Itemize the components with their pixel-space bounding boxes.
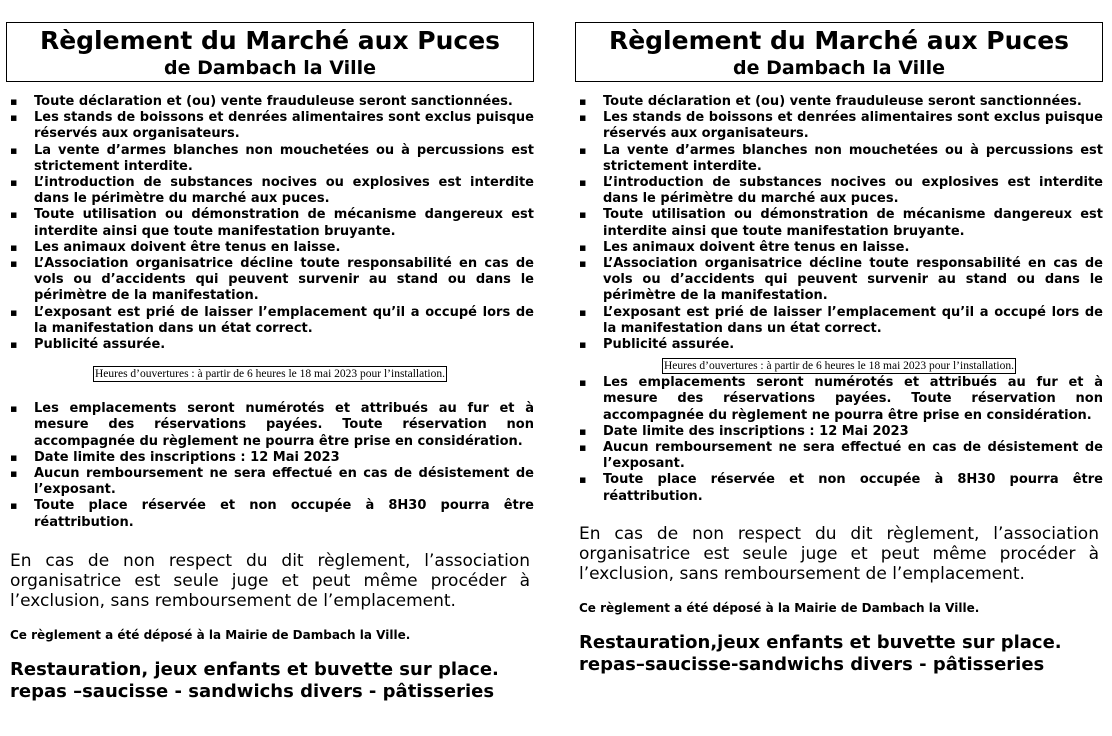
rule-item [10, 94, 534, 110]
rule-text: Toute utilisation ou démonstration de mécanisme dangereux est interdite ainsi que toute manifestation bruyante. [603, 207, 1103, 239]
rule-item [10, 498, 534, 530]
bullet-icon: ▪ [579, 111, 587, 125]
rule-text: Les emplacements seront numérotés et attribués au fur et à mesure des réservations payées. Toute réservation non accompagnée du règlement ne pourra être prise en considération. [34, 401, 534, 449]
bullet-icon: ▪ [10, 467, 18, 481]
warning-paragraph: En cas de non respect du dit règlement, l’association organisatrice est seule juge et peut même procéder à l’exclusion, sans remboursement de l’emplacement. [579, 523, 1099, 584]
rule-item [579, 337, 1103, 353]
rule-text: L’introduction de substances nocives ou explosives est interdite dans le périmètre du marché aux puces. [34, 175, 534, 207]
bullet-icon: ▪ [579, 441, 587, 455]
rule-text: L’exposant est prié de laisser l’emplacement qu’il a occupé lors de la manifestation dans un état correct. [34, 304, 534, 336]
rule-item [10, 110, 534, 142]
flyer-left [6, 22, 534, 703]
warning-paragraph: En cas de non respect du dit règlement, l’association organisatrice est seule juge et peut même procéder à l’exclusion, sans remboursement de l’emplacement. [10, 550, 530, 611]
bullet-icon: ▪ [579, 240, 587, 254]
rule-text: Toute place réservée et non occupée à 8H30 pourra être réattribution. [34, 498, 534, 530]
document-subtitle: de Dambach la Ville [732, 57, 946, 79]
rule-item [10, 240, 534, 256]
rule-item [10, 450, 534, 466]
rule-text: Date limite des inscriptions : 12 Mai 2023 [34, 449, 340, 465]
rule-item [579, 175, 1103, 207]
rule-item [579, 143, 1103, 175]
rule-item [10, 466, 534, 498]
rule-text: Aucun remboursement ne sera effectué en cas de désistement de l’exposant. [34, 466, 534, 498]
rule-item [10, 207, 534, 239]
bullet-icon: ▪ [10, 338, 18, 352]
bullet-icon: ▪ [10, 257, 18, 271]
bullet-icon: ▪ [10, 143, 18, 157]
rule-item [10, 256, 534, 305]
rule-text: Les animaux doivent être tenus en laisse. [603, 239, 910, 255]
footer-catering [6, 659, 534, 703]
rule-text: Toute déclaration et (ou) vente frauduleuse seront sanctionnées. [603, 94, 1082, 109]
footer-line-1: Restauration, jeux enfants et buvette sur place. [10, 658, 499, 680]
document-title: Règlement du Marché aux Puces [39, 26, 501, 55]
bullet-icon: ▪ [579, 338, 587, 352]
rule-text: L’introduction de substances nocives ou explosives est interdite dans le périmètre du marché aux puces. [603, 175, 1103, 207]
bullet-icon: ▪ [579, 208, 587, 222]
rule-item [10, 337, 534, 353]
bullet-icon: ▪ [579, 176, 587, 190]
rule-text: L’Association organisatrice décline toute responsabilité en cas de vols ou d’accidents qui peuvent survenir au stand ou dans le périmètre de la manifestation. [603, 256, 1103, 304]
rule-text: Les animaux doivent être tenus en laisse. [34, 239, 341, 255]
bullet-icon: ▪ [10, 240, 18, 254]
bullet-icon: ▪ [10, 402, 18, 416]
rule-item [579, 472, 1103, 504]
rule-item [579, 240, 1103, 256]
title-box [6, 22, 534, 82]
bullet-icon: ▪ [10, 95, 18, 108]
document-title: Règlement du Marché aux Puces [608, 26, 1070, 55]
bullet-icon: ▪ [10, 208, 18, 222]
bullet-icon: ▪ [579, 143, 587, 157]
rule-text: La vente d’armes blanches non mouchetées ou à percussions est strictement interdite. [603, 142, 1103, 174]
bullet-icon: ▪ [10, 111, 18, 125]
rule-item [579, 110, 1103, 142]
deposit-note: Ce règlement a été déposé à la Mairie de Dambach la Ville. [579, 600, 980, 615]
flyer-right [575, 22, 1103, 676]
rule-item [579, 305, 1103, 337]
footer-line-2: repas–saucisse-sandwichs divers - pâtisseries [579, 653, 1045, 675]
rule-text: Date limite des inscriptions : 12 Mai 2023 [603, 423, 909, 439]
rule-text: La vente d’armes blanches non mouchetées ou à percussions est strictement interdite. [34, 142, 534, 174]
rule-item [579, 256, 1103, 305]
bullet-icon: ▪ [579, 257, 587, 271]
rule-text: L’exposant est prié de laisser l’emplacement qu’il a occupé lors de la manifestation dans un état correct. [603, 304, 1103, 336]
footer-catering [575, 632, 1103, 676]
rule-item [579, 207, 1103, 239]
opening-hours-note: Heures d’ouvertures : à partir de 6 heures le 18 mai 2023 pour l’installation. [94, 368, 445, 381]
bullet-icon: ▪ [10, 176, 18, 190]
rules-list-bottom [6, 401, 534, 531]
rule-text: Les emplacements seront numérotés et attribués au fur et à mesure des réservations payées. Toute réservation non accompagnée du règlement ne pourra être prise en considération. [603, 375, 1103, 423]
bullet-icon: ▪ [10, 450, 18, 464]
rule-text: Toute déclaration et (ou) vente frauduleuse seront sanctionnées. [34, 94, 513, 109]
rule-text: Aucun remboursement ne sera effectué en cas de désistement de l’exposant. [603, 440, 1103, 472]
rule-item [579, 440, 1103, 472]
rule-item [10, 401, 534, 450]
title-box [575, 22, 1103, 82]
bullet-icon: ▪ [10, 305, 18, 319]
bullet-icon: ▪ [579, 473, 587, 487]
bullet-icon: ▪ [579, 424, 587, 438]
footer-line-1: Restauration,jeux enfants et buvette sur place. [579, 631, 1062, 653]
rule-text: Toute utilisation ou démonstration de mécanisme dangereux est interdite ainsi que toute manifestation bruyante. [34, 207, 534, 239]
rule-text: Publicité assurée. [603, 337, 735, 353]
rule-item [10, 143, 534, 175]
rules-list-top [575, 94, 1103, 353]
document-subtitle: de Dambach la Ville [163, 57, 377, 79]
bullet-icon: ▪ [579, 305, 587, 319]
rules-list-top [6, 94, 534, 353]
opening-hours-note: Heures d’ouvertures : à partir de 6 heures le 18 mai 2023 pour l’installation. [663, 360, 1014, 373]
deposit-note: Ce règlement a été déposé à la Mairie de Dambach la Ville. [10, 627, 411, 642]
rule-item [10, 305, 534, 337]
rule-text: L’Association organisatrice décline toute responsabilité en cas de vols ou d’accidents qui peuvent survenir au stand ou dans le périmètre de la manifestation. [34, 256, 534, 304]
rule-item [579, 424, 1103, 440]
rule-text: Les stands de boissons et denrées alimentaires sont exclus puisque réservés aux organisateurs. [603, 110, 1103, 142]
rule-item [579, 94, 1103, 110]
rule-text: Toute place réservée et non occupée à 8H30 pourra être réattribution. [603, 472, 1103, 504]
rules-list-bottom [575, 375, 1103, 505]
rule-item [579, 375, 1103, 424]
rule-item [10, 175, 534, 207]
bullet-icon: ▪ [579, 376, 587, 390]
footer-line-2: repas –saucisse - sandwichs divers - pâtisseries [10, 680, 495, 702]
bullet-icon: ▪ [579, 95, 587, 108]
bullet-icon: ▪ [10, 499, 18, 513]
rule-text: Publicité assurée. [34, 337, 166, 353]
rule-text: Les stands de boissons et denrées alimentaires sont exclus puisque réservés aux organisateurs. [34, 110, 534, 142]
